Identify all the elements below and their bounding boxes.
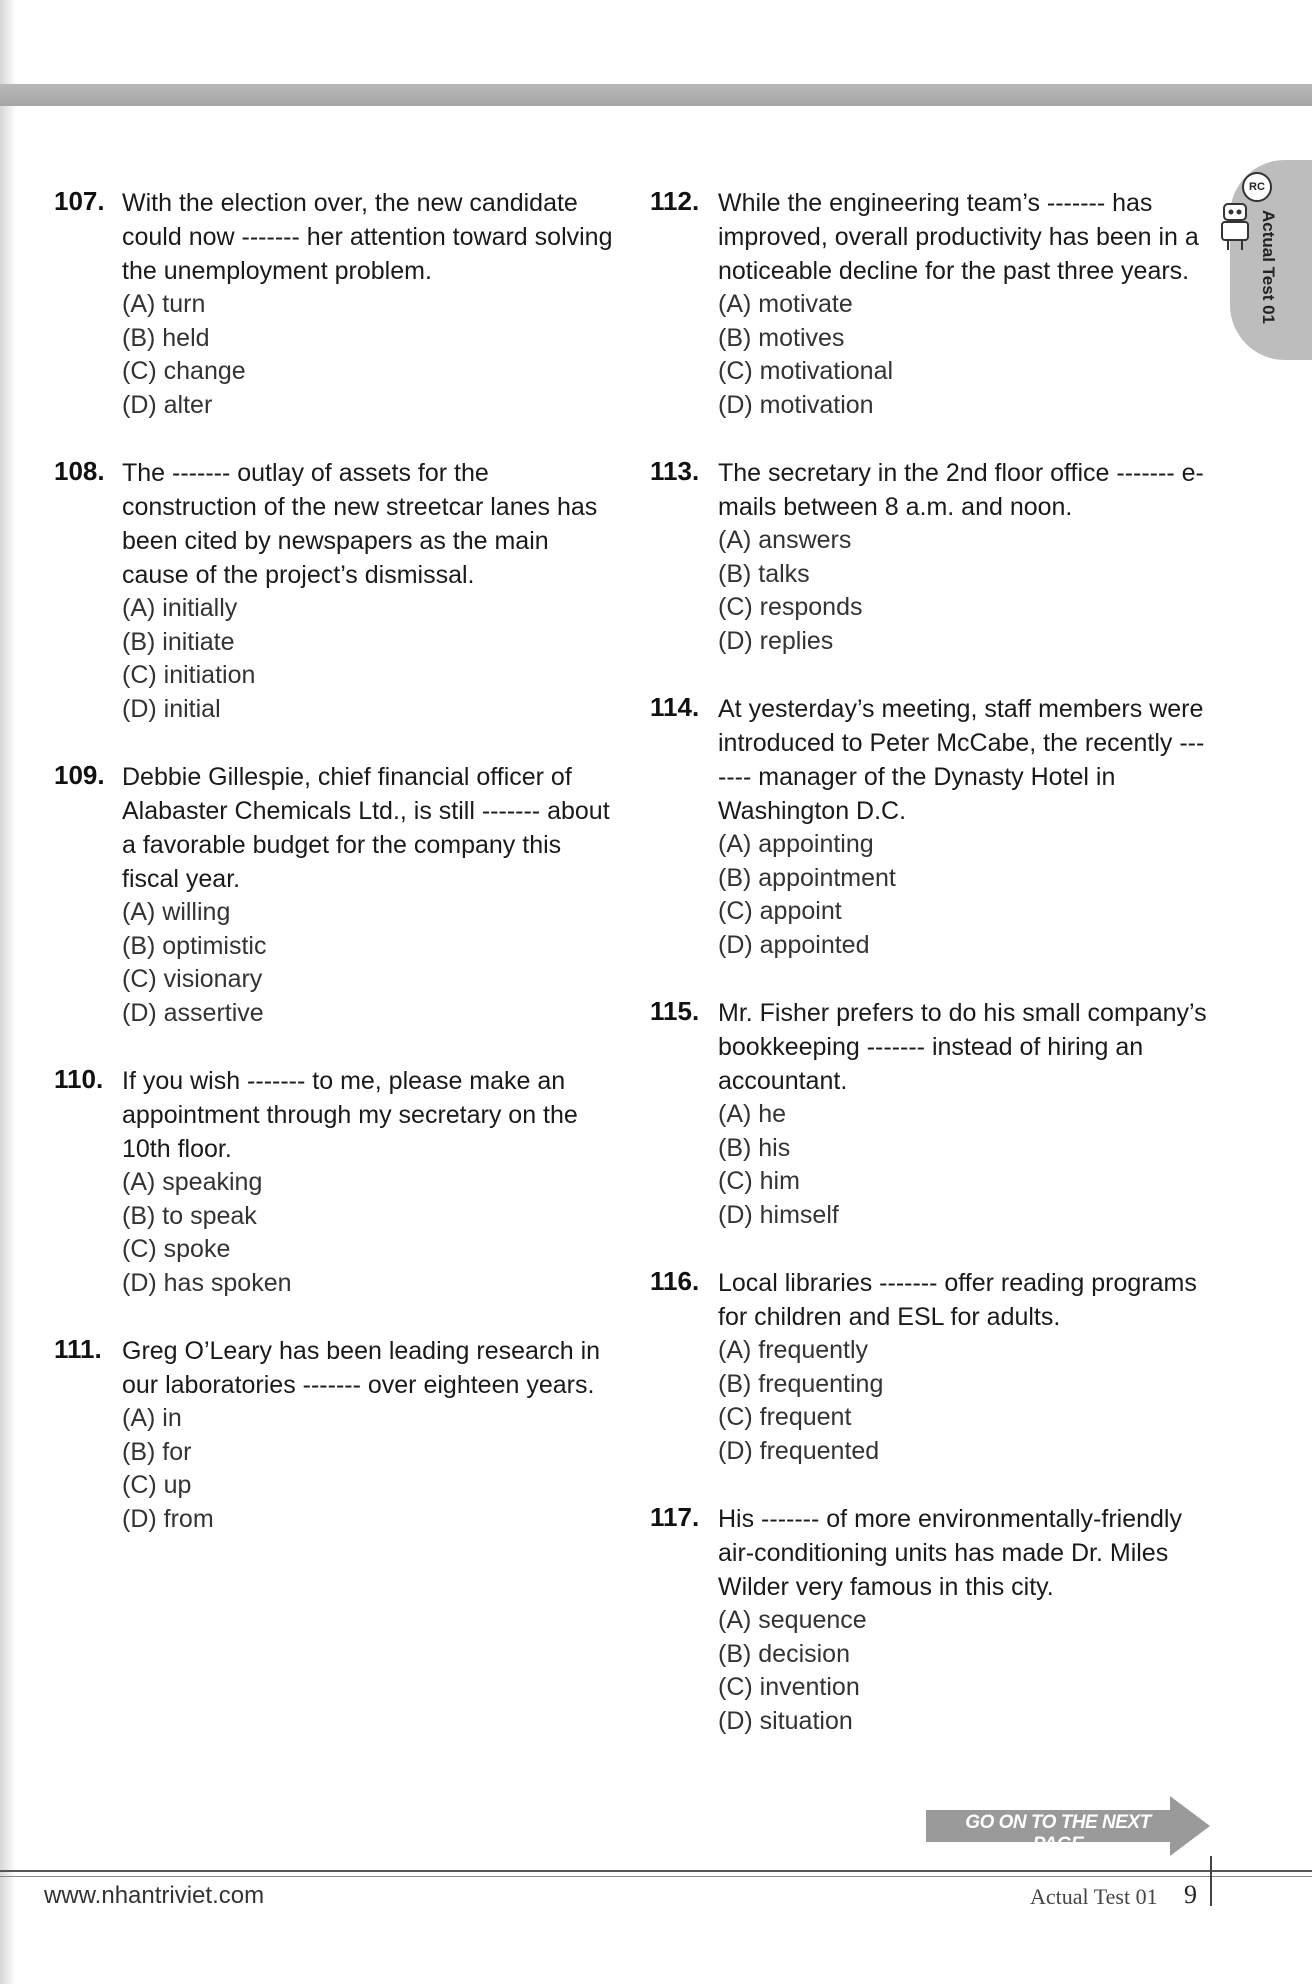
tab-label: Actual Test 01 [1259, 210, 1278, 325]
question-number: 108. [54, 456, 105, 486]
question-stem: If you wish ------- to me, please make an appointment through my secretary on the 10th floor. [122, 1067, 578, 1163]
option-a: (A) initially [122, 594, 238, 622]
option-c: (C) appoint [718, 897, 842, 925]
question-number: 115. [650, 996, 700, 1026]
option-d: (D) initial [122, 694, 221, 723]
question-stem: With the election over, the new candidate could now ------- her attention toward solving the unemployment problem. [122, 189, 613, 285]
option-a: (A) answers [718, 526, 852, 554]
option-b: (B) frequenting [718, 1369, 884, 1398]
footer-test-title: Actual Test 01 [1030, 1884, 1158, 1909]
footer-tick [1210, 1856, 1212, 1906]
option-c: (C) invention [718, 1673, 860, 1701]
question-112 [650, 186, 1210, 422]
option-b: (B) decision [718, 1639, 850, 1668]
footer-divider-thin [0, 1876, 1312, 1877]
answer-options [122, 1166, 614, 1300]
option-b: (B) motives [718, 323, 845, 352]
question-number: 111. [54, 1334, 102, 1364]
question-number: 112. [650, 186, 700, 216]
option-d: (D) motivation [718, 390, 874, 419]
question-109 [54, 760, 614, 1030]
option-b: (B) held [122, 323, 210, 352]
left-column [54, 186, 614, 1570]
option-a: (A) in [122, 1404, 182, 1432]
answer-options [122, 896, 614, 1030]
question-stem: Mr. Fisher prefers to do his small company’s bookkeeping ------- instead of hiring an accountant. [718, 999, 1207, 1095]
option-a: (A) he [718, 1100, 787, 1128]
footer-website: www.nhantriviet.com [44, 1882, 265, 1909]
question-number: 114. [650, 692, 700, 722]
option-c: (C) motivational [718, 357, 894, 385]
question-113 [650, 456, 1210, 658]
answer-options [718, 288, 1210, 422]
option-b: (B) talks [718, 559, 810, 588]
option-d: (D) replies [718, 626, 834, 655]
question-stem: His ------- of more environmentally-friendly air-conditioning units has made Dr. Miles Wilder very famous in this city. [718, 1505, 1182, 1601]
option-c: (C) change [122, 357, 246, 385]
option-a: (A) willing [122, 898, 231, 926]
question-stem: While the engineering team’s ------- has improved, overall productivity has been in a noticeable decline for the past three years. [718, 189, 1199, 285]
option-d: (D) alter [122, 390, 213, 419]
answer-options [718, 1334, 1210, 1468]
right-column [650, 186, 1210, 1772]
option-b: (B) appointment [718, 863, 896, 892]
option-d: (D) frequented [718, 1436, 880, 1465]
answer-options [122, 592, 614, 726]
answer-options [122, 288, 614, 422]
question-111 [54, 1334, 614, 1536]
question-107 [54, 186, 614, 422]
option-d: (D) has spoken [122, 1268, 292, 1297]
option-a: (A) sequence [718, 1606, 867, 1634]
option-a: (A) appointing [718, 830, 874, 858]
option-a: (A) motivate [718, 290, 853, 318]
option-b: (B) to speak [122, 1201, 257, 1230]
answer-options [122, 1402, 614, 1536]
option-a: (A) speaking [122, 1168, 263, 1196]
question-115 [650, 996, 1210, 1232]
question-stem: The secretary in the 2nd floor office ------- e-mails between 8 a.m. and noon. [718, 459, 1204, 521]
option-b: (B) optimistic [122, 931, 267, 960]
question-number: 110. [54, 1064, 104, 1094]
question-stem: At yesterday’s meeting, staff members were introduced to Peter McCabe, the recently ------- manager of the Dynasty Hotel in Washington D.C. [718, 695, 1205, 825]
question-number: 107. [54, 186, 105, 216]
question-110 [54, 1064, 614, 1300]
answer-options [718, 524, 1210, 658]
option-d: (D) assertive [122, 998, 264, 1027]
question-number: 116. [650, 1266, 700, 1296]
option-c: (C) him [718, 1167, 800, 1195]
question-number: 109. [54, 760, 105, 790]
robot-mascot-icon [1218, 200, 1252, 252]
option-d: (D) from [122, 1504, 214, 1533]
option-d: (D) situation [718, 1706, 853, 1735]
option-a: (A) frequently [718, 1336, 869, 1364]
answer-options [718, 1604, 1210, 1738]
question-114 [650, 692, 1210, 962]
question-stem: Local libraries ------- offer reading programs for children and ESL for adults. [718, 1269, 1197, 1331]
option-d: (D) himself [718, 1200, 839, 1229]
question-108 [54, 456, 614, 726]
question-116 [650, 1266, 1210, 1468]
option-c: (C) up [122, 1471, 192, 1499]
question-number: 117. [650, 1502, 700, 1532]
next-page-arrow [926, 1794, 1210, 1858]
option-c: (C) frequent [718, 1403, 852, 1431]
question-number: 113. [650, 456, 700, 486]
footer-divider [0, 1870, 1312, 1872]
option-d: (D) appointed [718, 930, 870, 959]
option-a: (A) turn [122, 290, 206, 318]
question-117 [650, 1502, 1210, 1738]
page-edge-shadow [0, 0, 16, 1984]
option-b: (B) for [122, 1437, 192, 1466]
option-c: (C) visionary [122, 965, 263, 993]
question-stem: The ------- outlay of assets for the construction of the new streetcar lanes has been cited by newspapers as the main cause of the project’s dismissal. [122, 459, 598, 589]
option-c: (C) spoke [122, 1235, 231, 1263]
option-b: (B) his [718, 1133, 791, 1162]
next-page-label: GO ON TO THE NEXT PAGE [965, 1812, 1151, 1855]
page-number: 9 [1184, 1880, 1197, 1909]
option-c: (C) responds [718, 593, 863, 621]
rc-badge: RC [1242, 172, 1272, 202]
option-c: (C) initiation [122, 661, 256, 689]
answer-options [718, 1098, 1210, 1232]
header-band [0, 84, 1312, 106]
question-stem: Greg O’Leary has been leading research in our laboratories ------- over eighteen years. [122, 1337, 601, 1399]
option-b: (B) initiate [122, 627, 235, 656]
answer-options [718, 828, 1210, 962]
question-stem: Debbie Gillespie, chief financial officer of Alabaster Chemicals Ltd., is still ------- about a favorable budget for the company this fiscal year. [122, 763, 610, 893]
